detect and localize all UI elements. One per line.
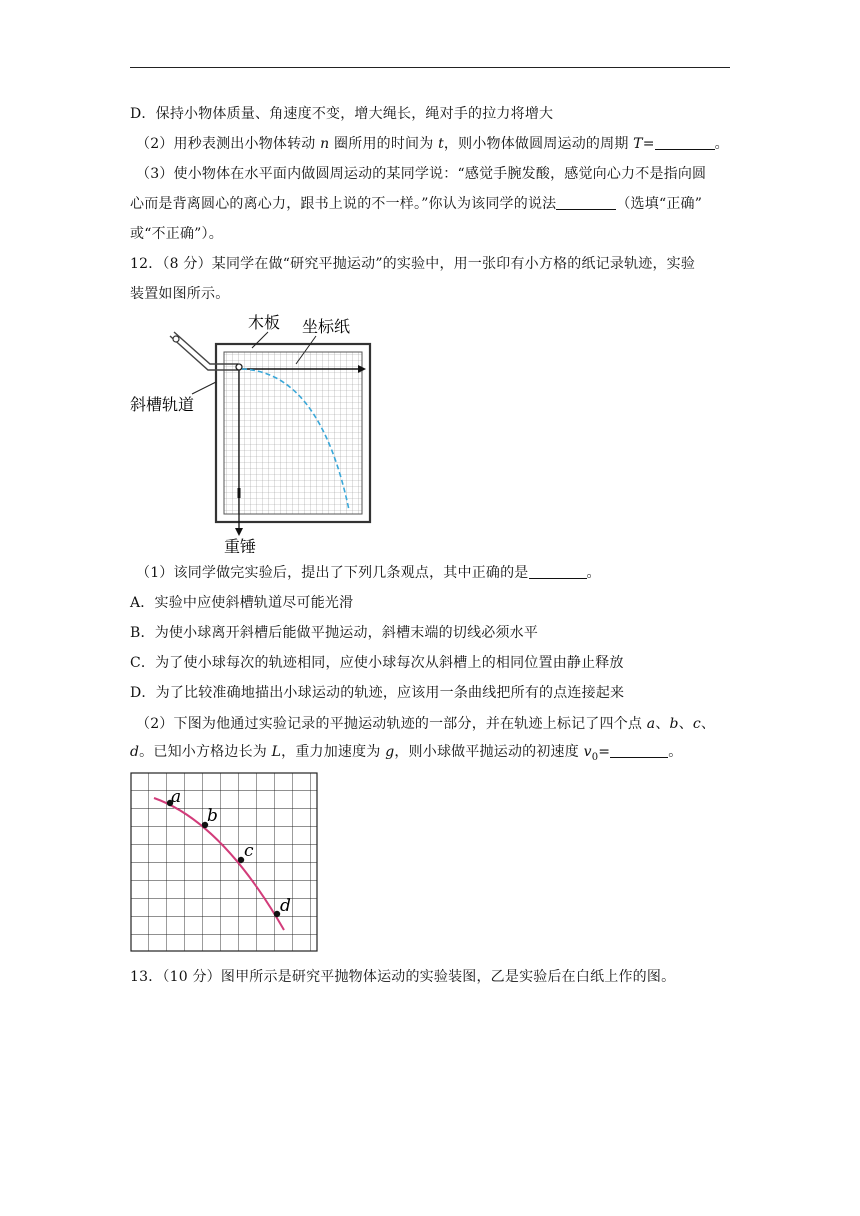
text-fragment: 。 [714, 136, 729, 152]
text-fragment: （2）用秒表测出小物体转动 [136, 136, 321, 152]
text-fragment: （2）下图为他通过实验记录的平抛运动轨迹的一部分，并在轨迹上标记了四个点 [136, 716, 647, 732]
var-c: c [692, 716, 701, 732]
q12-option-c: C．为了使小球每次的轨迹相同，应使小球每次从斜槽上的相同位置由静止释放 [130, 655, 624, 671]
q11-part3-line1: （3）使小物体在水平面内做圆周运动的某同学说：“感觉手腕发酸，感觉向心力不是指向圆 [136, 166, 707, 182]
trajectory-grid-figure [130, 772, 320, 954]
text-fragment: 、 [655, 716, 670, 732]
text-fragment: ，则小球做平抛运动的初速度 [394, 744, 584, 760]
var-T: T [633, 136, 643, 152]
q12-part2-line1 [136, 713, 736, 735]
apparatus-figure [130, 306, 390, 558]
label-weight: 重锤 [224, 537, 257, 556]
point-label-c: c [244, 841, 254, 861]
answer-blank[interactable] [529, 564, 587, 579]
text-fragment: （选填“正确” [616, 196, 703, 212]
q13-stem-line1: 13．（10 分）图甲所示是研究平抛物体运动的实验装图，乙是实验后在白纸上作的图。 [130, 969, 676, 985]
q11-part3-line2 [130, 193, 730, 215]
text-fragment: = [642, 136, 655, 152]
text-fragment: = [598, 744, 611, 760]
q12-option-d: D．为了比较准确地描出小球运动的轨迹，应该用一条曲线把所有的点连接起来 [130, 685, 625, 701]
answer-blank[interactable] [655, 135, 715, 150]
subscript-0: 0 [591, 751, 599, 763]
text-fragment: 。 [668, 744, 683, 760]
text-fragment: ，则小物体做圆周运动的周期 [443, 136, 634, 152]
header-rule [130, 67, 730, 68]
text-fragment: 。 [586, 565, 601, 581]
var-L: L [271, 744, 282, 760]
text-fragment: 心而是背离圆心的离心力，跟书上说的不一样。”你认为该同学的说法 [130, 196, 557, 212]
text-fragment: 、 [678, 716, 693, 732]
point-label-d: d [280, 896, 291, 916]
text-fragment: ，重力加速度为 [281, 744, 386, 760]
q12-part1 [136, 562, 736, 584]
q12-option-b: B．为使小球离开斜槽后能做平抛运动，斜槽末端的切线必须水平 [130, 625, 539, 641]
var-v: v [583, 744, 592, 760]
text-fragment: 、 [700, 716, 716, 732]
answer-blank[interactable] [610, 743, 668, 758]
q11-part2 [136, 133, 736, 155]
label-paper: 坐标纸 [302, 317, 351, 336]
point-label-b: b [207, 806, 218, 826]
point-label-a: a [171, 787, 182, 807]
q11-option-d: D．保持小物体质量、角速度不变，增大绳长，绳对手的拉力将增大 [130, 106, 554, 122]
grid-paper [224, 352, 362, 514]
var-t: t [438, 136, 444, 152]
answer-blank[interactable] [556, 195, 616, 210]
var-n: n [320, 136, 330, 152]
release-ball [173, 336, 179, 342]
var-d: d [130, 744, 140, 760]
label-board: 木板 [248, 313, 281, 332]
var-a: a [646, 716, 656, 732]
var-b: b [669, 716, 679, 732]
text-fragment: 。已知小方格边长为 [139, 744, 272, 760]
q12-option-a: A．实验中应使斜槽轨道尽可能光滑 [130, 595, 354, 611]
q12-stem-line1: 12．（8 分）某同学在做“研究平抛运动”的实验中，用一张印有小方格的纸记录轨迹，实验 [130, 256, 696, 272]
q11-part3-line3: 或“不正确”）。 [130, 226, 223, 242]
q12-stem-line2: 装置如图所示。 [130, 286, 230, 302]
label-track: 斜槽轨道 [130, 395, 195, 414]
text-fragment: （1）该同学做完实验后，提出了下列几条观点，其中正确的是 [136, 565, 529, 581]
q12-part2-line2 [130, 741, 730, 769]
plumb-weight [238, 488, 241, 498]
ball [236, 364, 242, 370]
var-g: g [385, 744, 395, 760]
text-fragment: 圈所用的时间为 [329, 136, 439, 152]
